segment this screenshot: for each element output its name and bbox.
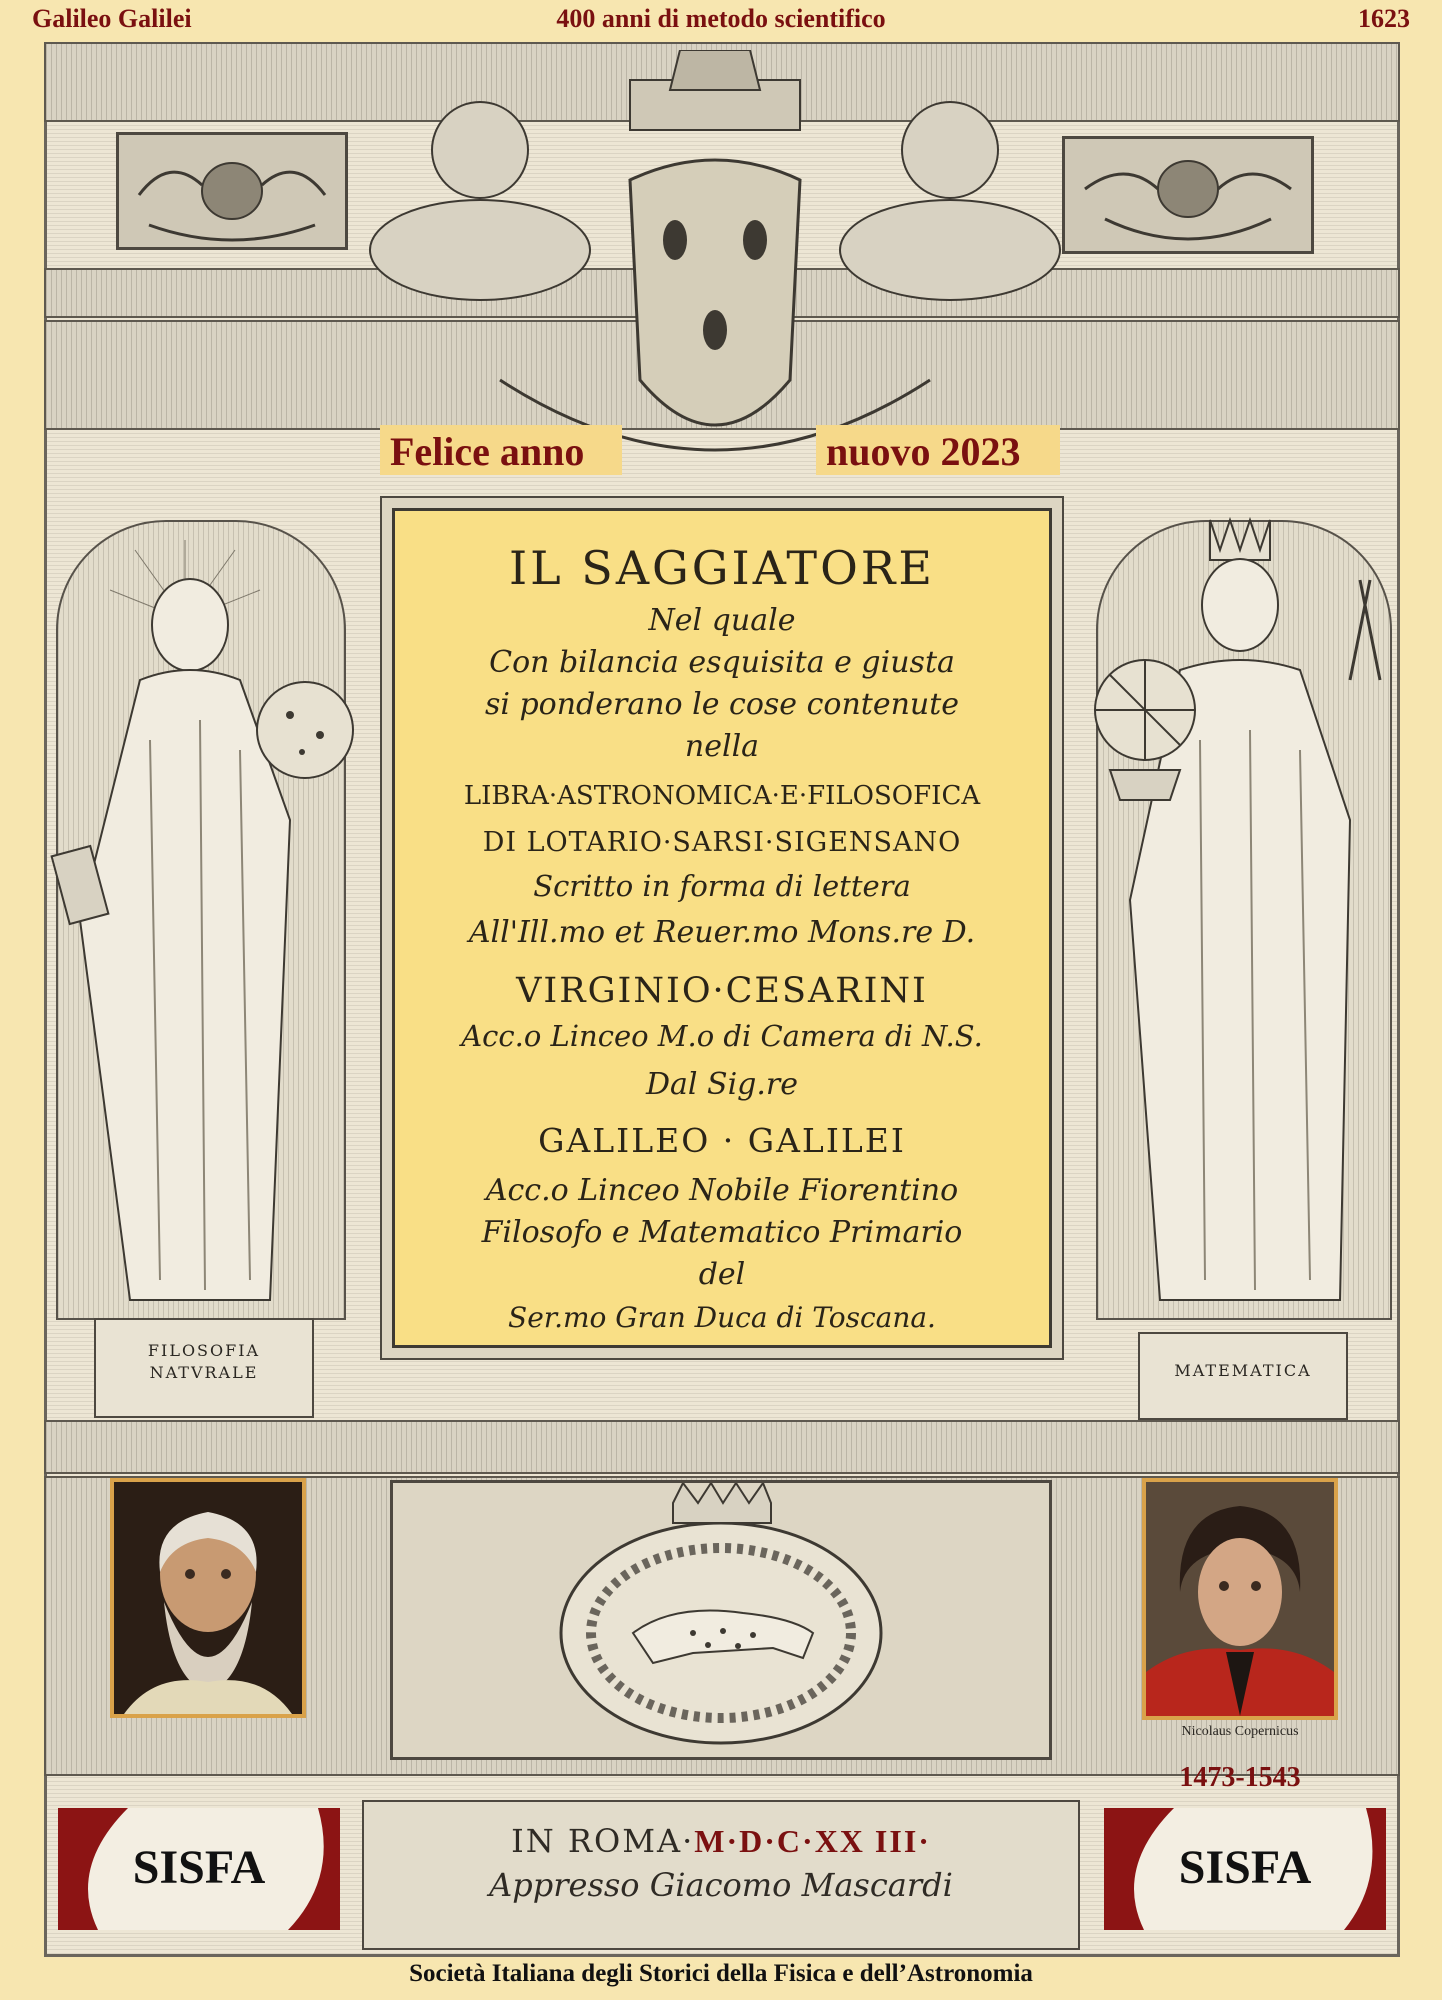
pedestal-left-line-1: FILOSOFIA [147, 1341, 261, 1360]
pedestal-left-line-2: NATVRALE [149, 1363, 259, 1382]
statue-mathematics [1070, 500, 1410, 1320]
title-line-11: Dal Sig.re [645, 1067, 799, 1102]
imprint-line-2: Appresso Giacomo Mascardi [489, 1866, 953, 1904]
lynx-emblem-panel [390, 1480, 1052, 1760]
pedestal-right-line-1: MATEMATICA [1174, 1361, 1312, 1380]
coat-of-arms-with-putti [330, 50, 1100, 490]
title-line-1: Nel quale [648, 603, 796, 638]
portrait-galileo [110, 1478, 306, 1718]
sisfa-right-text: SISFA [1178, 1841, 1312, 1894]
title-line-12: GALILEO · GALILEI [538, 1121, 906, 1160]
copernicus-caption: Nicolaus Copernicus [1181, 1724, 1299, 1739]
title-line-2: Con bilancia esquisita e giusta [489, 645, 955, 680]
title-line-9: VIRGINIO·CESARINI [516, 971, 928, 1011]
sisfa-badge-left [58, 1808, 340, 1930]
base-cornice [44, 1420, 1400, 1474]
title-line-4: nella [684, 729, 760, 764]
imprint-panel [362, 1800, 1080, 1950]
title-line-15: del [698, 1257, 746, 1292]
title-line-10: Acc.o Linceo M.o di Camera di N.S. [461, 1019, 983, 1053]
pedestal-left [94, 1318, 314, 1418]
greeting-felice-anno: Felice anno [390, 429, 585, 474]
header-center-text: 400 anni di metodo scientifico [556, 4, 886, 33]
imprint-line-1 [364, 1822, 1078, 1860]
title-panel [392, 508, 1052, 1348]
sisfa-badge-right [1104, 1808, 1386, 1930]
header-right-year: 1623 [1358, 4, 1410, 33]
imprint-date: M·D·C·XX III· [694, 1823, 931, 1859]
title-il-saggiatore: IL SAGGIATORE [508, 541, 936, 595]
title-line-13: Acc.o Linceo Nobile Fiorentino [485, 1173, 959, 1208]
footer-society-name: Società Italiana degli Storici della Fisica e dell’Astronomia [409, 1960, 1033, 1987]
sisfa-left-text: SISFA [132, 1841, 266, 1894]
portrait-copernicus [1142, 1478, 1338, 1720]
left-mask-ornament [116, 132, 348, 250]
title-line-7: Scritto in forma di lettera [533, 869, 911, 903]
title-line-8: All'Ill.mo et Reuer.mo Mons.re D. [468, 915, 976, 950]
copernicus-years: 1473-1543 [1179, 1762, 1301, 1793]
title-line-14: Filosofo e Matematico Primario [481, 1215, 963, 1250]
pedestal-right [1138, 1332, 1348, 1420]
title-line-6: DI LOTARIO·SARSI·SIGENSANO [482, 827, 962, 858]
title-line-5: LIBRA·ASTRONOMICA·E·FILOSOFICA [463, 781, 981, 811]
title-line-16: Ser.mo Gran Duca di Toscana. [508, 1301, 936, 1334]
greeting-nuovo-2023: nuovo 2023 [826, 429, 1021, 474]
imprint-city: IN ROMA· [511, 1822, 695, 1860]
header-left-text: Galileo Galilei [32, 4, 192, 33]
title-line-3: si ponderano le cose contenute [484, 687, 960, 722]
statue-natural-philosophy [40, 520, 370, 1320]
